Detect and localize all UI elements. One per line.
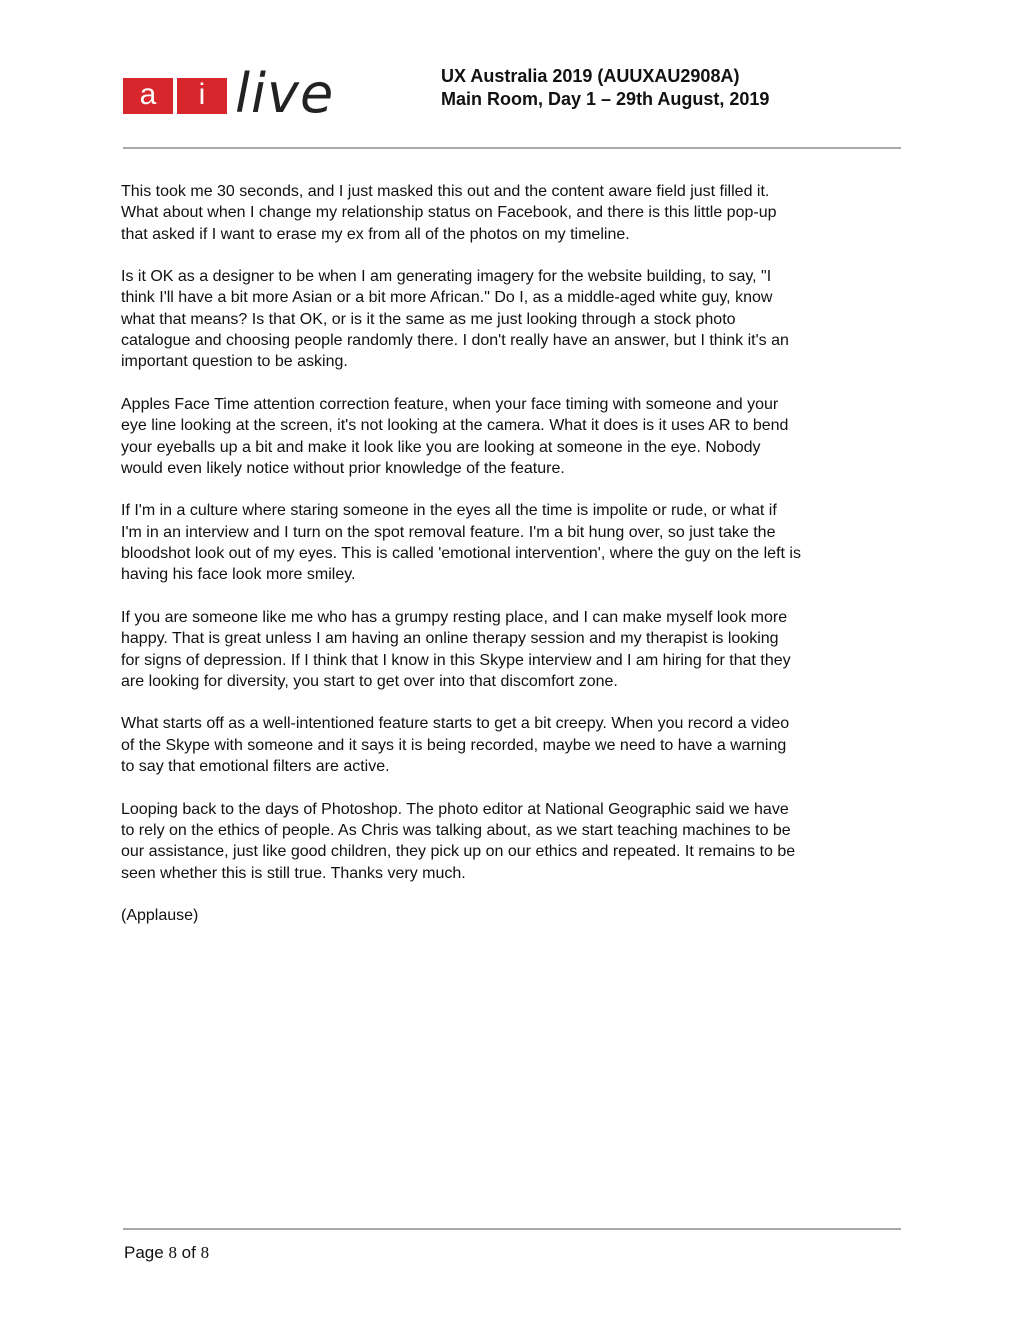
logo-letter-i: i bbox=[177, 78, 227, 114]
page-total: 8 bbox=[200, 1243, 210, 1262]
page-label: Page bbox=[124, 1243, 164, 1262]
paragraph: Is it OK as a designer to be when I am generating imagery for the website building, to say, "I think I'll have a bit more Asian or a bit more African." Do I, as a middle-aged white guy, know what that means? Is that OK, or is it the same as me just looking through a stock photo catalogue and choosing people randomly there. I don't really have an answer, but I think it's an important question to be asking. bbox=[121, 268, 789, 371]
paragraph: (Applause) bbox=[121, 907, 199, 925]
document-header bbox=[441, 65, 769, 111]
paragraph: If you are someone like me who has a grumpy resting place, and I can make myself look more happy. That is great unless I am having an online therapy session and my therapist is looking for signs of depression. If I think that I know in this Skype interview and I am hiring for that they are looking for diversity, you start to get over into that discomfort zone. bbox=[121, 608, 791, 690]
paragraph: What starts off as a well-intentioned feature starts to get a bit creepy. When you record a video of the Skype with someone and it says it is being recorded, maybe we need to have a warning to say that emotional filters are active. bbox=[121, 715, 790, 776]
page-current: 8 bbox=[168, 1243, 177, 1262]
header-divider bbox=[123, 147, 901, 149]
footer-divider bbox=[123, 1228, 901, 1230]
paragraph: If I'm in a culture where staring someone in the eyes all the time is impolite or rude, or what if I'm in an interview and I turn on the spot removal feature. I'm a bit hung over, so just take the bloodshot look out of my eyes. This is called 'emotional intervention', where the guy on the left is having his face look more smiley. bbox=[121, 502, 801, 584]
logo-letter-a: a bbox=[123, 78, 173, 114]
logo-word: live bbox=[235, 62, 335, 125]
page-footer bbox=[124, 1242, 209, 1264]
paragraph: This took me 30 seconds, and I just masked this out and the content aware field just filled it. What about when I change my relationship status on Facebook, and there is this little pop-up that asked if I want to erase my ex from all of the photos on my timeline. bbox=[121, 183, 777, 243]
ai-live-logo bbox=[123, 62, 343, 130]
session-info: Main Room, Day 1 – 29th August, 2019 bbox=[441, 89, 770, 109]
paragraph: Apples Face Time attention correction feature, when your face timing with someone and your eye line looking at the screen, it's not looking at the camera. What it does is it uses AR to bend your eyeballs up a bit and make it look like you are looking at someone in the eye. Nobody would even likely notice without prior knowledge of the feature. bbox=[121, 395, 789, 477]
event-title: UX Australia 2019 (AUUXAU2908A) bbox=[441, 66, 740, 86]
paragraph: Looping back to the days of Photoshop. The photo editor at National Geographic said we have to rely on the ethics of people. As Chris was talking about, as we start teaching machines to be our assistance, just like good children, they pick up on our ethics and repeated. It remains to be seen whether this is still true. Thanks very much. bbox=[121, 800, 796, 882]
of-label: of bbox=[181, 1243, 196, 1262]
transcript-body bbox=[121, 181, 911, 948]
